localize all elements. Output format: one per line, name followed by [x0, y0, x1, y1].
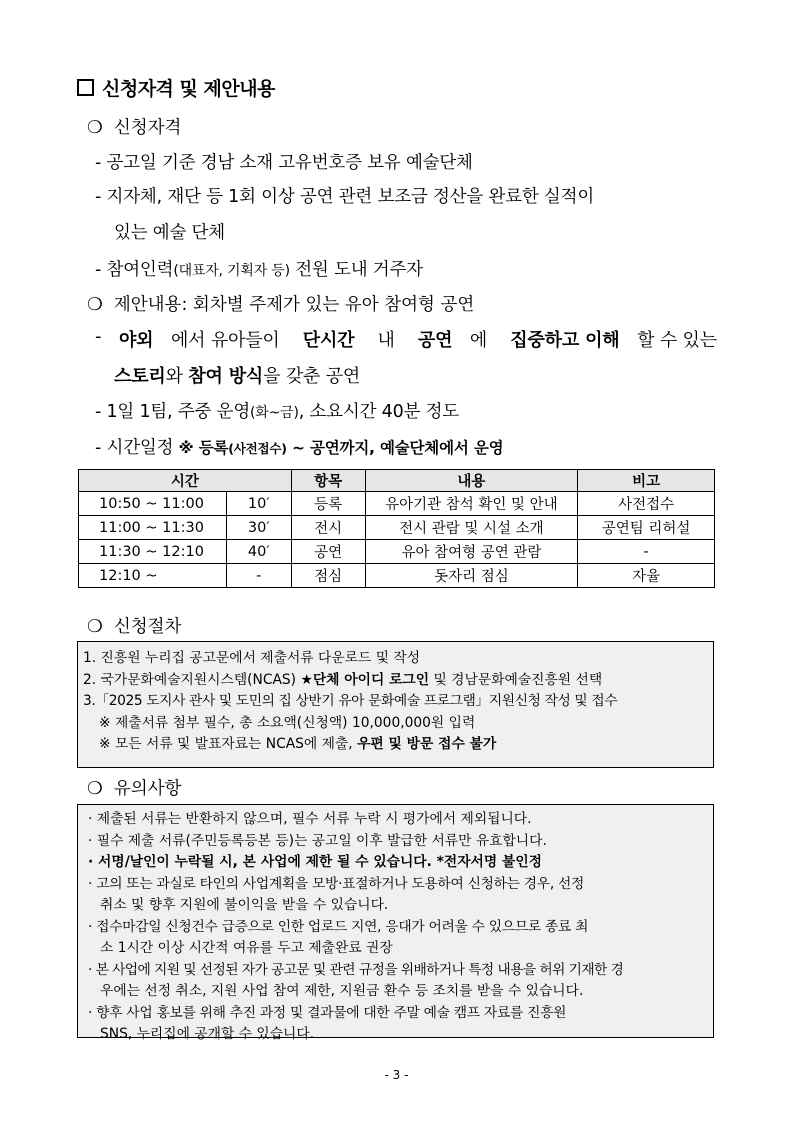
caution-7: · 향후 사업 홍보를 위해 추진 과정 및 결과물에 대한 주말 예술 캠프 자료를 진흥원: [88, 1004, 567, 1021]
square-bullet-icon: [77, 79, 94, 96]
caution-6-cont: 우에는 선정 취소, 지원 사업 참여 제한, 지원금 환수 등 조치를 받을 수 있습니다.: [100, 983, 584, 999]
cell-note: 자율: [578, 564, 715, 588]
cell-item: 등록: [291, 492, 365, 516]
body-text: 을 갖춘 공연: [263, 366, 361, 387]
circle-bullet-icon: ❍: [87, 779, 103, 799]
cell-duration: 40′: [226, 540, 291, 564]
procedure-heading: ❍ 신청절차: [87, 617, 182, 637]
cell-time: 11:30 ~ 12:10: [79, 540, 227, 564]
header-time: 시간: [79, 470, 292, 492]
page-number: - 3 -: [384, 1068, 409, 1082]
caution-5: · 접수마감일 신청건수 급증으로 인한 업로드 지연, 응대가 어려울 수 있으므로 종료 최: [88, 918, 589, 935]
body-text: 에: [469, 330, 493, 351]
proposal-heading: ❍ 제안내용: 회차별 주제가 있는 유아 참여형 공연: [87, 295, 475, 315]
proposal-line-2: [114, 362, 360, 388]
caution-2: · 필수 제출 서류(주민등록등본 등)는 공고일 이후 발급한 서류만 유효합니다.: [88, 832, 547, 849]
eligibility-item-2: - 지자체, 재단 등 1회 이상 공연 관련 보조금 정산을 완료한 실적이: [95, 187, 595, 207]
cell-content: 유아기관 참석 확인 및 안내: [365, 492, 578, 516]
cell-time: 10:50 ~ 11:00: [79, 492, 227, 516]
procedure-step-3: 3.「2025 도지사 관사 및 도민의 집 상반기 유아 문화예술 프로그램」지원신청 작성 및 접수: [83, 693, 618, 709]
cell-note: 사전접수: [578, 492, 715, 516]
cell-duration: 10′: [226, 492, 291, 516]
header-item: 항목: [291, 470, 365, 492]
cell-content: 전시 관람 및 시설 소개: [365, 516, 578, 540]
circle-bullet-icon: ❍: [87, 118, 103, 138]
emphasis-text: 공연: [417, 330, 453, 351]
schedule-table: [78, 469, 715, 588]
cell-duration: -: [226, 564, 291, 588]
cautions-heading: ❍ 유의사항: [87, 779, 182, 799]
eligibility-item-1: - 공고일 기준 경남 소재 고유번호증 보유 예술단체: [95, 153, 473, 173]
caution-5-cont: 소 1시간 이상 시간적 여유를 두고 제출완료 권장: [100, 940, 393, 956]
table-row: [79, 564, 715, 588]
cell-item: 점심: [291, 564, 365, 588]
table-body: [79, 492, 715, 588]
body-text: 내: [372, 330, 401, 351]
caution-4-cont: 취소 및 향후 지원에 불이익을 받을 수 있습니다.: [100, 897, 389, 913]
procedure-step-1: 1. 진흥원 누리집 공고문에서 제출서류 다운로드 및 작성: [83, 650, 421, 666]
table-row: [79, 540, 715, 564]
cell-note: -: [578, 540, 715, 564]
section-title: 신청자격 및 제안내용: [77, 74, 275, 101]
emphasis-text: 참여 방식: [188, 366, 264, 387]
cell-item: 공연: [291, 540, 365, 564]
table-header-row: [79, 470, 715, 492]
caution-3: · 서명/날인이 누락될 시, 본 사업에 제한 될 수 있습니다. *전자서명 불인정: [88, 854, 542, 870]
caution-7-cont: SNS, 누리집에 공개할 수 있습니다.: [100, 1026, 315, 1042]
dash-bullet: -: [95, 326, 102, 347]
procedure-note-2: ※ 모든 서류 및 발표자료는 NCAS에 제출, 우편 및 방문 접수 불가: [99, 736, 497, 752]
procedure-note-1: ※ 제출서류 첨부 필수, 총 소요액(신청액) 10,000,000원 입력: [99, 714, 476, 731]
emphasis-text: 야외: [118, 330, 154, 351]
header-content: 내용: [365, 470, 578, 492]
cell-item: 전시: [291, 516, 365, 540]
eligibility-heading: ❍ 신청자격: [87, 118, 182, 138]
procedure-step-2: 2. 국가문화예술지원시스템(NCAS) ★단체 아이디 로그인 및 경남문화예술진흥원 선택: [83, 671, 603, 688]
proposal-operation: - 1일 1팀, 주중 운영(화~금), 소요시간 40분 정도: [95, 402, 460, 422]
body-text: 할 수 있는: [637, 330, 717, 351]
proposal-schedule: - 시간일정 ※ 등록(사전접수) ~ 공연까지, 예술단체에서 운영: [95, 438, 504, 458]
emphasis-text: 단시간: [302, 330, 355, 351]
caution-1: · 제출된 서류는 반환하지 않으며, 필수 서류 누락 시 평가에서 제외됩니다.: [88, 811, 532, 827]
cell-content: 유아 참여형 공연 관람: [365, 540, 578, 564]
body-text: 에서 유아들이: [170, 330, 286, 351]
procedure-box: [77, 641, 714, 768]
body-text: 와: [165, 366, 189, 387]
cell-time: 11:00 ~ 11:30: [79, 516, 227, 540]
circle-bullet-icon: ❍: [87, 617, 103, 637]
eligibility-item-2-cont: 있는 예술 단체: [114, 223, 225, 243]
circle-bullet-icon: ❍: [87, 295, 103, 315]
table-row: [79, 492, 715, 516]
caution-4: · 고의 또는 과실로 타인의 사업계획을 모방·표절하거나 도용하여 신청하는 경우, 선정: [88, 875, 585, 892]
table-row: [79, 516, 715, 540]
proposal-line-1: [95, 326, 717, 352]
cautions-box: [77, 804, 714, 1042]
caution-6: · 본 사업에 지원 및 선정된 자가 공고문 및 관련 규정을 위배하거나 특정 내용을 허위 기재한 경: [88, 961, 624, 978]
header-note: 비고: [578, 470, 715, 492]
cell-time: 12:10 ~: [79, 564, 227, 588]
cell-content: 돗자리 점심: [365, 564, 578, 588]
cell-duration: 30′: [226, 516, 291, 540]
cell-note: 공연팀 리허설: [578, 516, 715, 540]
emphasis-text: 집중하고 이해: [510, 330, 620, 351]
eligibility-item-3: - 참여인력(대표자, 기획자 등) 전원 도내 거주자: [95, 260, 423, 280]
emphasis-text: 스토리: [114, 366, 166, 387]
